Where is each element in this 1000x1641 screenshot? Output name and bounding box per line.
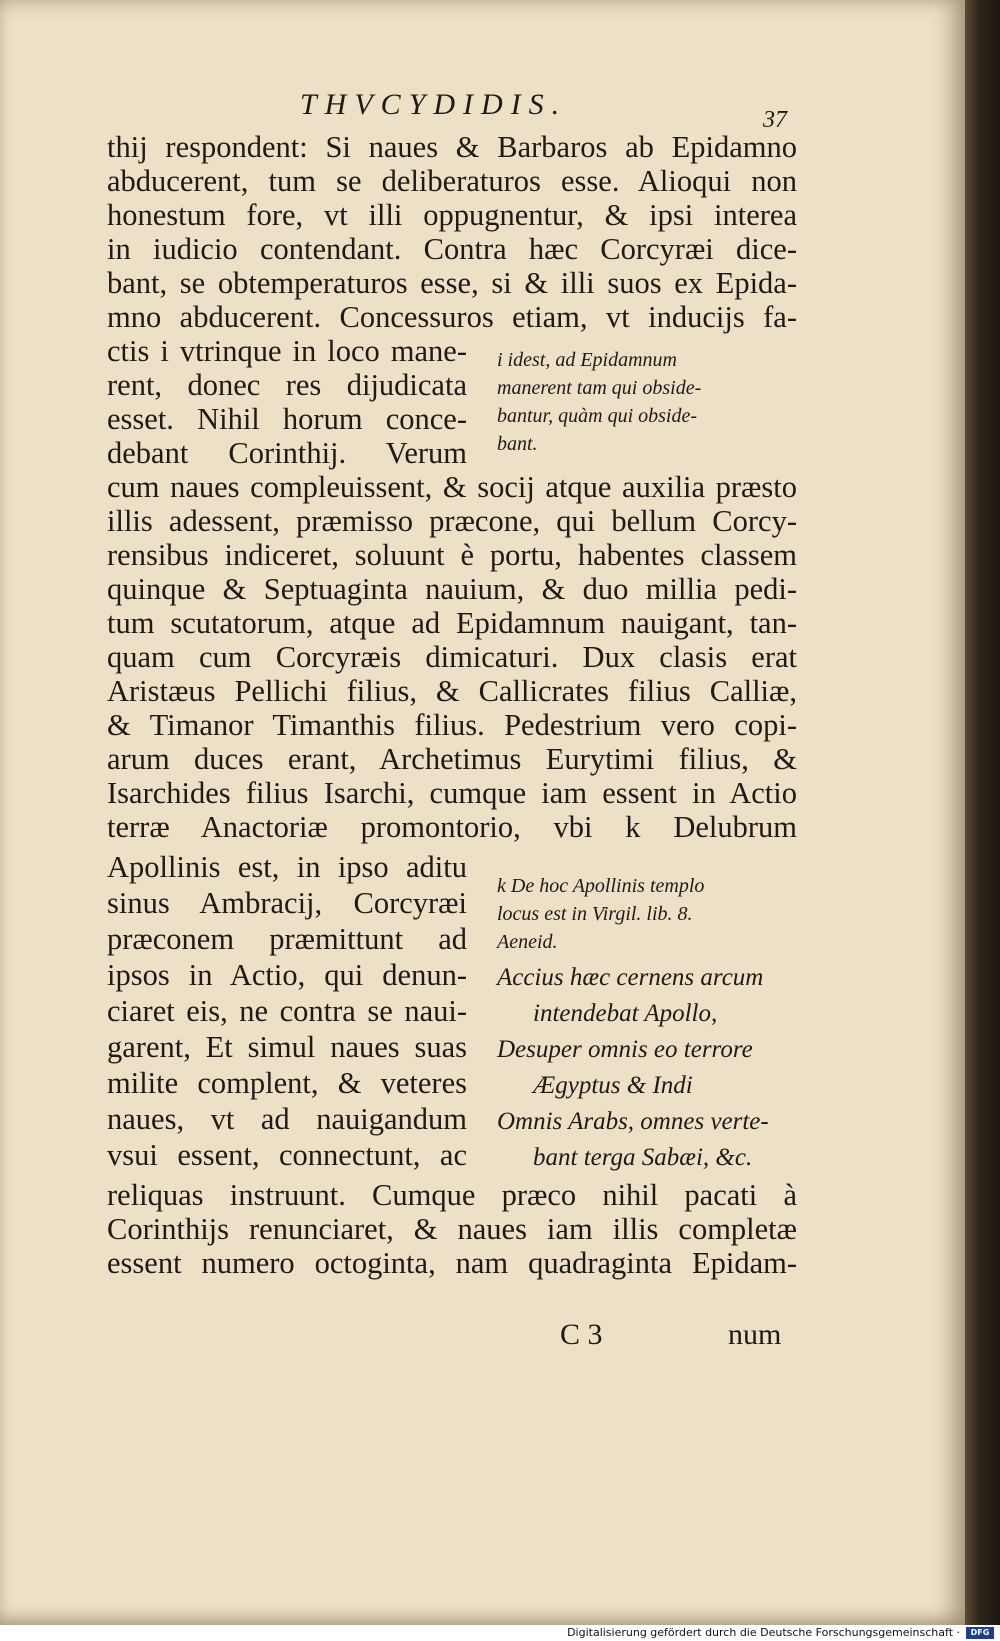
text-line: arum duces erant, Archetimus Eurytimi filius, & [107, 742, 797, 776]
text-line: cum naues compleuissent, & socij atque auxilia præsto [107, 470, 797, 504]
text-line: in iudicio contendant. Contra hæc Corcyræi dice- [107, 232, 797, 266]
funding-credit: Digitalisierung gefördert durch die Deutsche Forschungsgemeinschaft · [567, 1626, 960, 1639]
text-line: garent, Et simul naues suas [107, 1030, 467, 1064]
text-line: ciaret eis, ne contra se naui- [107, 994, 467, 1028]
scan-footer [0, 1625, 1000, 1641]
text-line: Isarchides filius Isarchi, cumque iam essent in Actio [107, 776, 797, 810]
text-line: Aristæus Pellichi filius, & Callicrates filius Calliæ, [107, 674, 797, 708]
dfg-logo: DFG [966, 1627, 994, 1639]
text-line: rent, donec res dijudicata [107, 368, 467, 402]
marginal-note-i: manerent tam qui obside- [497, 377, 702, 399]
text-line: vsui essent, connectunt, ac [107, 1138, 467, 1172]
text-line: rensibus indiceret, soluunt è portu, habentes classem [107, 538, 797, 572]
text-line: præconem præmittunt ad [107, 922, 467, 956]
text-line: illis adessent, præmisso præcone, qui bellum Corcy- [107, 504, 797, 538]
text-line: esset. Nihil horum conce- [107, 402, 467, 436]
text-line: honestum fore, vt illi oppugnentur, & ipsi interea [107, 198, 797, 232]
marginal-note-i: i idest, ad Epidamnum [497, 349, 677, 371]
text-line: debant Corinthij. Verum [107, 436, 467, 470]
text-line: ctis i vtrinque in loco mane- [107, 334, 467, 368]
text-line: reliquas instruunt. Cumque præco nihil pacati à [107, 1178, 797, 1212]
text-line: thij respondent: Si naues & Barbaros ab Epidamno [107, 130, 797, 164]
marginal-note-i: bant. [497, 433, 538, 455]
verse-line: Desuper omnis eo terrore [497, 1036, 753, 1063]
marginal-note-k: Aeneid. [497, 931, 558, 953]
text-line: Corinthijs renunciaret, & naues iam illis completæ [107, 1212, 797, 1246]
text-line: mno abducerent. Concessuros etiam, vt inducijs fa- [107, 300, 797, 334]
text-line: ipsos in Actio, qui denun- [107, 958, 467, 992]
text-line: abducerent, tum se deliberaturos esse. Alioqui non [107, 164, 797, 198]
text-line: terræ Anactoriæ promontorio, vbi k Delubrum [107, 810, 797, 844]
marginal-note-i: bantur, quàm qui obside- [497, 405, 697, 427]
verse-line: Ægyptus & Indi [533, 1072, 693, 1099]
text-line: milite complent, & veteres [107, 1066, 467, 1100]
text-line: quam cum Corcyræis dimicaturi. Dux clasis erat [107, 640, 797, 674]
text-line: bant, se obtemperaturos esse, si & illi suos ex Epida- [107, 266, 797, 300]
verse-line: Accius hæc cernens arcum [497, 964, 764, 991]
book-edge [965, 0, 1000, 1625]
verse-line: bant terga Sabæi, &c. [533, 1144, 753, 1171]
marginal-note-k: locus est in Virgil. lib. 8. [497, 903, 693, 925]
text-line: Apollinis est, in ipso aditu [107, 850, 467, 884]
running-title: THVCYDIDIS. [300, 88, 568, 121]
text-line: sinus Ambracij, Corcyræi [107, 886, 467, 920]
page-number: 37 [763, 107, 787, 133]
text-line: naues, vt ad nauigandum [107, 1102, 467, 1136]
marginal-note-k: k De hoc Apollinis templo [497, 875, 705, 897]
signature-mark: C 3 [560, 1318, 603, 1351]
catchword: num [728, 1318, 782, 1351]
verse-line: Omnis Arabs, omnes verte- [497, 1108, 769, 1135]
text-line: tum scutatorum, atque ad Epidamnum nauigant, tan- [107, 606, 797, 640]
verse-line: intendebat Apollo, [533, 1000, 718, 1027]
text-line: quinque & Septuaginta nauium, & duo millia pedi- [107, 572, 797, 606]
text-line: essent numero octoginta, nam quadraginta Epidam- [107, 1246, 797, 1280]
text-line: & Timanor Timanthis filius. Pedestrium vero copi- [107, 708, 797, 742]
